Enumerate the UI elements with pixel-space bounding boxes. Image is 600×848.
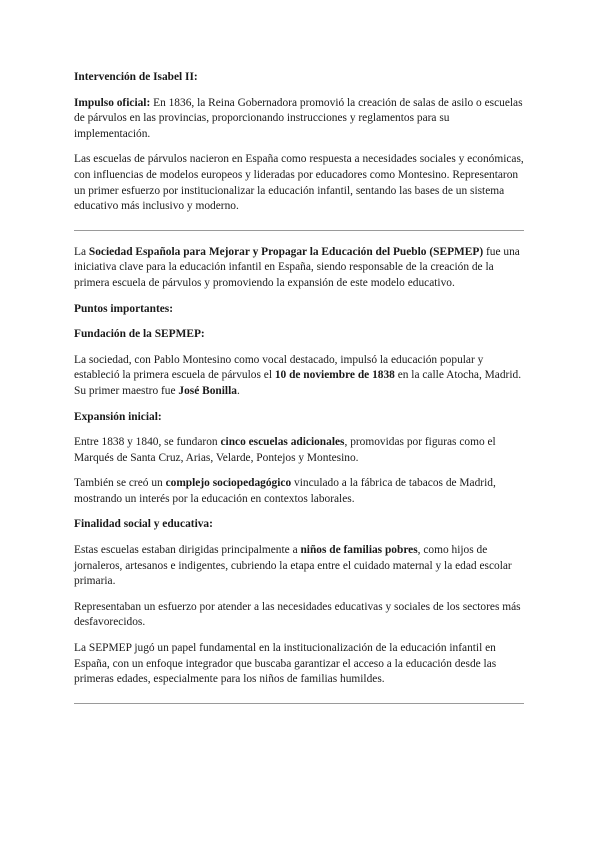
isabel-heading: Intervención de Isabel II: — [74, 71, 198, 83]
expansion-heading: Expansión inicial: — [74, 410, 162, 423]
expansion-1-post: , promovidas por figuras como el Marqués de Santa Cruz, Arias, Velarde, Pontejos y Montesino. — [74, 436, 496, 464]
impulso-oficial-paragraph — [74, 96, 524, 143]
conclusion-paragraph: La SEPMEP jugó un papel fundamental en la institucionalización de la educación infantil en España, con un enfoque integrador que buscaba garantizar el acceso a la educación desde las primeras edades, especialmente para los niños de familias humildes. — [74, 642, 497, 686]
fundacion-pre: La sociedad, con Pablo Montesino como vocal destacado, impulsó la educación popular y estableció la primera escuela de párvulos el — [74, 353, 484, 382]
sepmep-intro-post: fue una iniciativa clave para la educación infantil en España, siendo responsable de la creación de la primera escuela de párvulos y promoviendo la expansión de este modelo educativo. — [74, 245, 520, 289]
expansion-1-bold: cinco escuelas adicionales — [220, 436, 345, 449]
expansion-2-post: vinculado a la fábrica de tabacos de Madrid, mostrando un interés por la educación en contextos laborales. — [74, 477, 496, 505]
section-divider — [74, 230, 524, 231]
expansion-1-pre: Entre 1838 y 1840, se fundaron — [74, 436, 221, 449]
fundacion-mid: en la calle Atocha, Madrid. Su primer maestro fue — [74, 369, 522, 397]
fundacion-post: . — [236, 384, 240, 397]
impulso-oficial-label: Impulso oficial: — [74, 96, 151, 109]
fundacion-paragraph — [74, 353, 524, 400]
finalidad-1-post: , como hijos de jornaleros, artesanos e indigentes, cubriendo la etapa entre el cuidado maternal y la edad escolar primaria. — [74, 544, 512, 588]
fundacion-heading: Fundación de la SEPMEP: — [74, 328, 205, 341]
sepmep-intro-pre: La — [74, 245, 89, 258]
finalidad-1-pre: Estas escuelas estaban dirigidas principalmente a — [74, 544, 301, 557]
bottom-divider — [74, 703, 524, 704]
escuelas-parvulos-paragraph: Las escuelas de párvulos nacieron en España como respuesta a necesidades sociales y económicas, con influencias de modelos europeos y lideradas por educadores como Montesino. Representaron un primer esfuerzo por institucionalizar la educación infantil, sentando las bases de un sistema educativo más inclusivo y moderno. — [74, 153, 524, 213]
expansion-2-bold: complejo sociopedagógico — [165, 477, 292, 490]
puntos-heading: Puntos importantes: — [74, 302, 174, 315]
sepmep-intro-paragraph — [74, 245, 524, 292]
expansion-paragraph-1 — [74, 435, 524, 466]
finalidad-paragraph-1 — [74, 543, 524, 590]
fundacion-teacher: José Bonilla — [178, 384, 237, 397]
finalidad-heading: Finalidad social y educativa: — [74, 518, 213, 531]
expansion-2-pre: También se creó un — [74, 477, 166, 490]
finalidad-paragraph-2: Representaban un esfuerzo por atender a las necesidades educativas y sociales de los sectores más desfavorecidos. — [74, 600, 521, 629]
finalidad-1-bold: niños de familias pobres — [300, 544, 418, 557]
fundacion-date: 10 de noviembre de 1838 — [274, 369, 395, 382]
expansion-paragraph-2 — [74, 476, 524, 507]
impulso-oficial-text: En 1836, la Reina Gobernadora promovió la creación de salas de asilo o escuelas de párvulos en las provincias, proporcionando instrucciones y reglamentos para su implementación. — [74, 96, 523, 140]
sepmep-name: Sociedad Española para Mejorar y Propagar la Educación del Pueblo (SEPMEP) — [88, 245, 484, 258]
